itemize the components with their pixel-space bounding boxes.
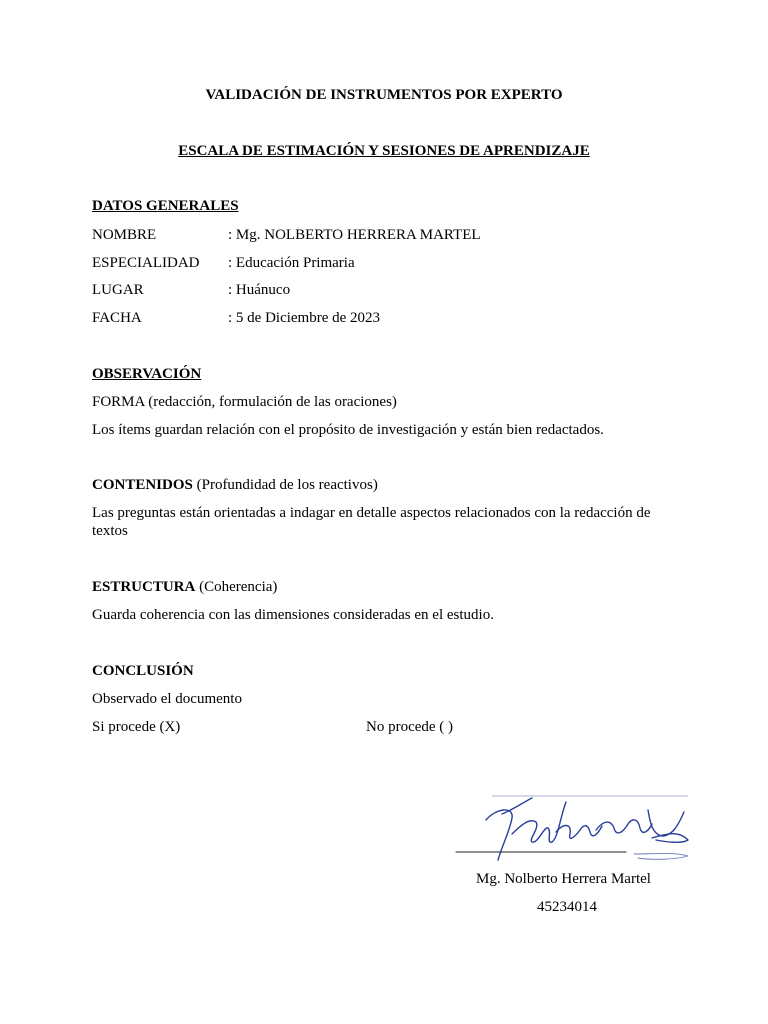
structure-qualifier: (Coherencia): [195, 579, 278, 595]
field-value-name: : Mg. NOLBERTO HERRERA MARTEL: [228, 227, 481, 243]
conclusion-heading: CONCLUSIÓN: [92, 663, 194, 679]
conclusion-text: Observado el documento: [92, 691, 242, 707]
document-title: VALIDACIÓN DE INSTRUMENTOS POR EXPERTO: [205, 87, 563, 103]
contents-text: Las preguntas están orientadas a indagar en detalle aspectos relacionados con la redacción de textos: [92, 505, 651, 539]
observation-form-line: FORMA (redacción, formulación de las oraciones): [92, 394, 397, 410]
signer-id-number: 45234014: [537, 899, 597, 915]
observation-heading: OBSERVACIÓN: [92, 366, 202, 382]
contents-qualifier: (Profundidad de los reactivos): [192, 477, 378, 493]
field-value-specialty: : Educación Primaria: [228, 255, 355, 271]
field-value-date: : 5 de Diciembre de 2023: [228, 310, 381, 326]
field-value-place: : Huánuco: [228, 282, 291, 298]
structure-line: [92, 578, 277, 596]
signer-name: Mg. Nolberto Herrera Martel: [476, 871, 651, 887]
field-label-place: LUGAR: [92, 282, 144, 298]
structure-heading: ESTRUCTURA: [92, 579, 196, 595]
general-data-heading: DATOS GENERALES: [92, 198, 239, 214]
field-label-specialty: ESPECIALIDAD: [92, 255, 200, 271]
observation-form-text: Los ítems guardan relación con el propósito de investigación y están bien redactados.: [92, 422, 604, 438]
contents-line: [92, 476, 378, 494]
document-subtitle: ESCALA DE ESTIMACIÓN Y SESIONES DE APRENDIZAJE: [178, 143, 590, 159]
option-proceeds: Si procede (X): [92, 719, 181, 735]
option-does-not-proceed: No procede ( ): [366, 719, 454, 735]
structure-text: Guarda coherencia con las dimensiones consideradas en el estudio.: [92, 607, 494, 623]
field-label-date: FACHA: [92, 310, 142, 326]
contents-heading: CONTENIDOS: [92, 477, 193, 493]
field-label-name: NOMBRE: [92, 227, 157, 243]
handwritten-signature: [452, 788, 714, 870]
